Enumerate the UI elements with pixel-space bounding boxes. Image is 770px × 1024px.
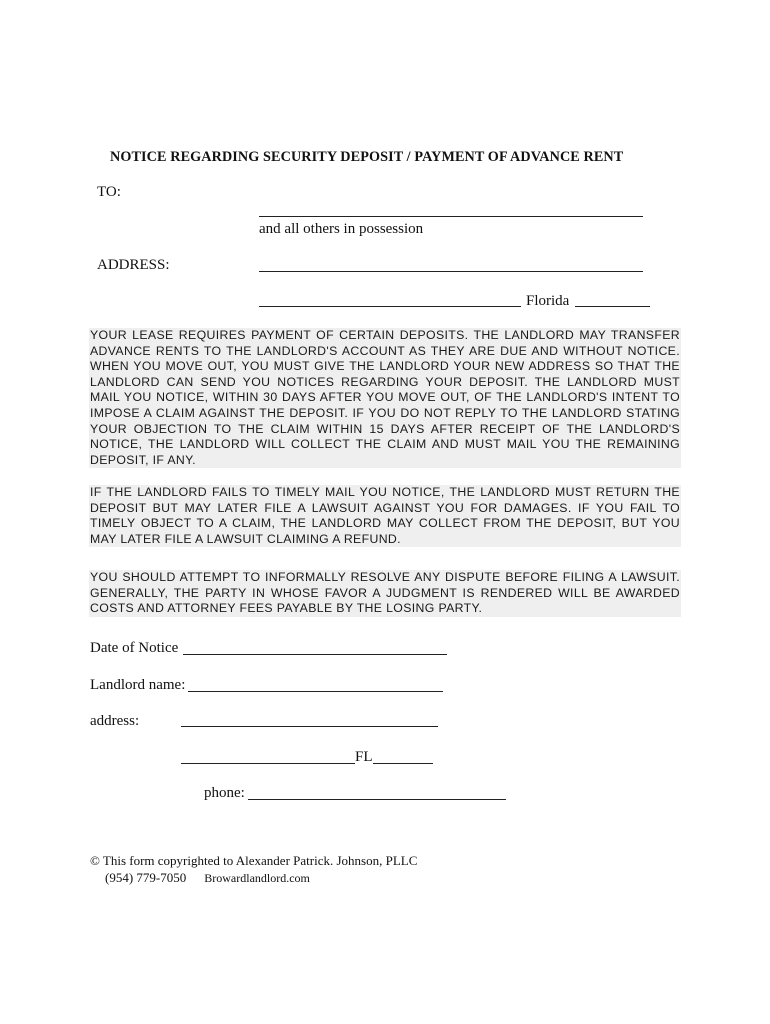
to-name-line[interactable] bbox=[259, 216, 643, 217]
notice-paragraph-2 bbox=[89, 485, 681, 547]
notice-paragraph-1 bbox=[89, 328, 681, 468]
notice-paragraph-3 bbox=[89, 570, 681, 617]
notice-text-1: YOUR LEASE REQUIRES PAYMENT OF CERTAIN DEPOSITS. THE LANDLORD MAY TRANSFER ADVANCE RENTS TO THE LANDLORD'S ACCOUNT AS THEY ARE DUE AND WITHOUT NOTICE. WHEN YOU MOVE OUT, YOU MUST GIVE THE LANDLORD YOUR NEW ADDRESS SO THAT THE LANDLORD CAN SEND YOU NOTICES REGARDING YOUR DEPOSIT. THE LANDLORD MUST MAIL YOU NOTICE, WITHIN 30 DAYS AFTER YOU MOVE OUT, OF THE LANDLORD'S INTENT TO IMPOSE A CLAIM AGAINST THE DEPOSIT. IF YOU DO NOT REPLY TO THE LANDLORD STATING YOUR OBJECTION TO THE CLAIM WITHIN 15 DAYS AFTER RECEIPT OF THE LANDLORD'S NOTICE, THE LANDLORD WILL COLLECT THE CLAIM AND MUST MAIL YOU THE REMAINING DEPOSIT, IF ANY. bbox=[90, 328, 680, 467]
to-label: TO: bbox=[97, 184, 121, 200]
phone-label: phone: bbox=[204, 785, 245, 801]
landlord-address-label: address: bbox=[90, 713, 140, 729]
landlord-name-label: Landlord name: bbox=[90, 677, 186, 693]
others-in-possession-text: and all others in possession bbox=[259, 221, 424, 237]
date-of-notice-label: Date of Notice bbox=[90, 640, 179, 656]
address-line-1[interactable] bbox=[259, 271, 643, 272]
landlord-zip-line[interactable] bbox=[373, 763, 433, 764]
copyright-notice: © This form copyrighted to Alexander Patrick. Johnson, PLLC bbox=[90, 853, 418, 868]
page-title: NOTICE REGARDING SECURITY DEPOSIT / PAYMENT OF ADVANCE RENT bbox=[110, 149, 624, 165]
contact-website: Browardlandlord.com bbox=[204, 871, 310, 885]
fl-text: FL bbox=[355, 749, 373, 765]
landlord-address-line[interactable] bbox=[181, 726, 438, 727]
landlord-city-line[interactable] bbox=[181, 763, 355, 764]
phone-line[interactable] bbox=[248, 799, 506, 800]
address-city-line[interactable] bbox=[259, 306, 521, 307]
notice-text-3: YOU SHOULD ATTEMPT TO INFORMALLY RESOLVE ANY DISPUTE BEFORE FILING A LAWSUIT. GENERALLY, THE PARTY IN WHOSE FAVOR A JUDGMENT IS RENDERED WILL BE AWARDED COSTS AND ATTORNEY FEES PAYABLE BY THE LOSING PARTY. bbox=[90, 570, 680, 616]
zip-line[interactable] bbox=[575, 306, 650, 307]
florida-text: Florida bbox=[526, 293, 570, 309]
contact-info bbox=[105, 870, 310, 886]
landlord-name-line[interactable] bbox=[188, 691, 443, 692]
contact-phone: (954) 779-7050 bbox=[105, 870, 187, 885]
date-of-notice-line[interactable] bbox=[183, 654, 447, 655]
notice-text-2: IF THE LANDLORD FAILS TO TIMELY MAIL YOU NOTICE, THE LANDLORD MUST RETURN THE DEPOSIT BUT MAY LATER FILE A LAWSUIT AGAINST YOU FOR DAMAGES. IF YOU FAIL TO TIMELY OBJECT TO A CLAIM, THE LANDLORD MAY COLLECT FROM THE DEPOSIT, BUT YOU MAY LATER FILE A LAWSUIT CLAIMING A REFUND. bbox=[90, 485, 680, 546]
address-label: ADDRESS: bbox=[97, 257, 170, 273]
